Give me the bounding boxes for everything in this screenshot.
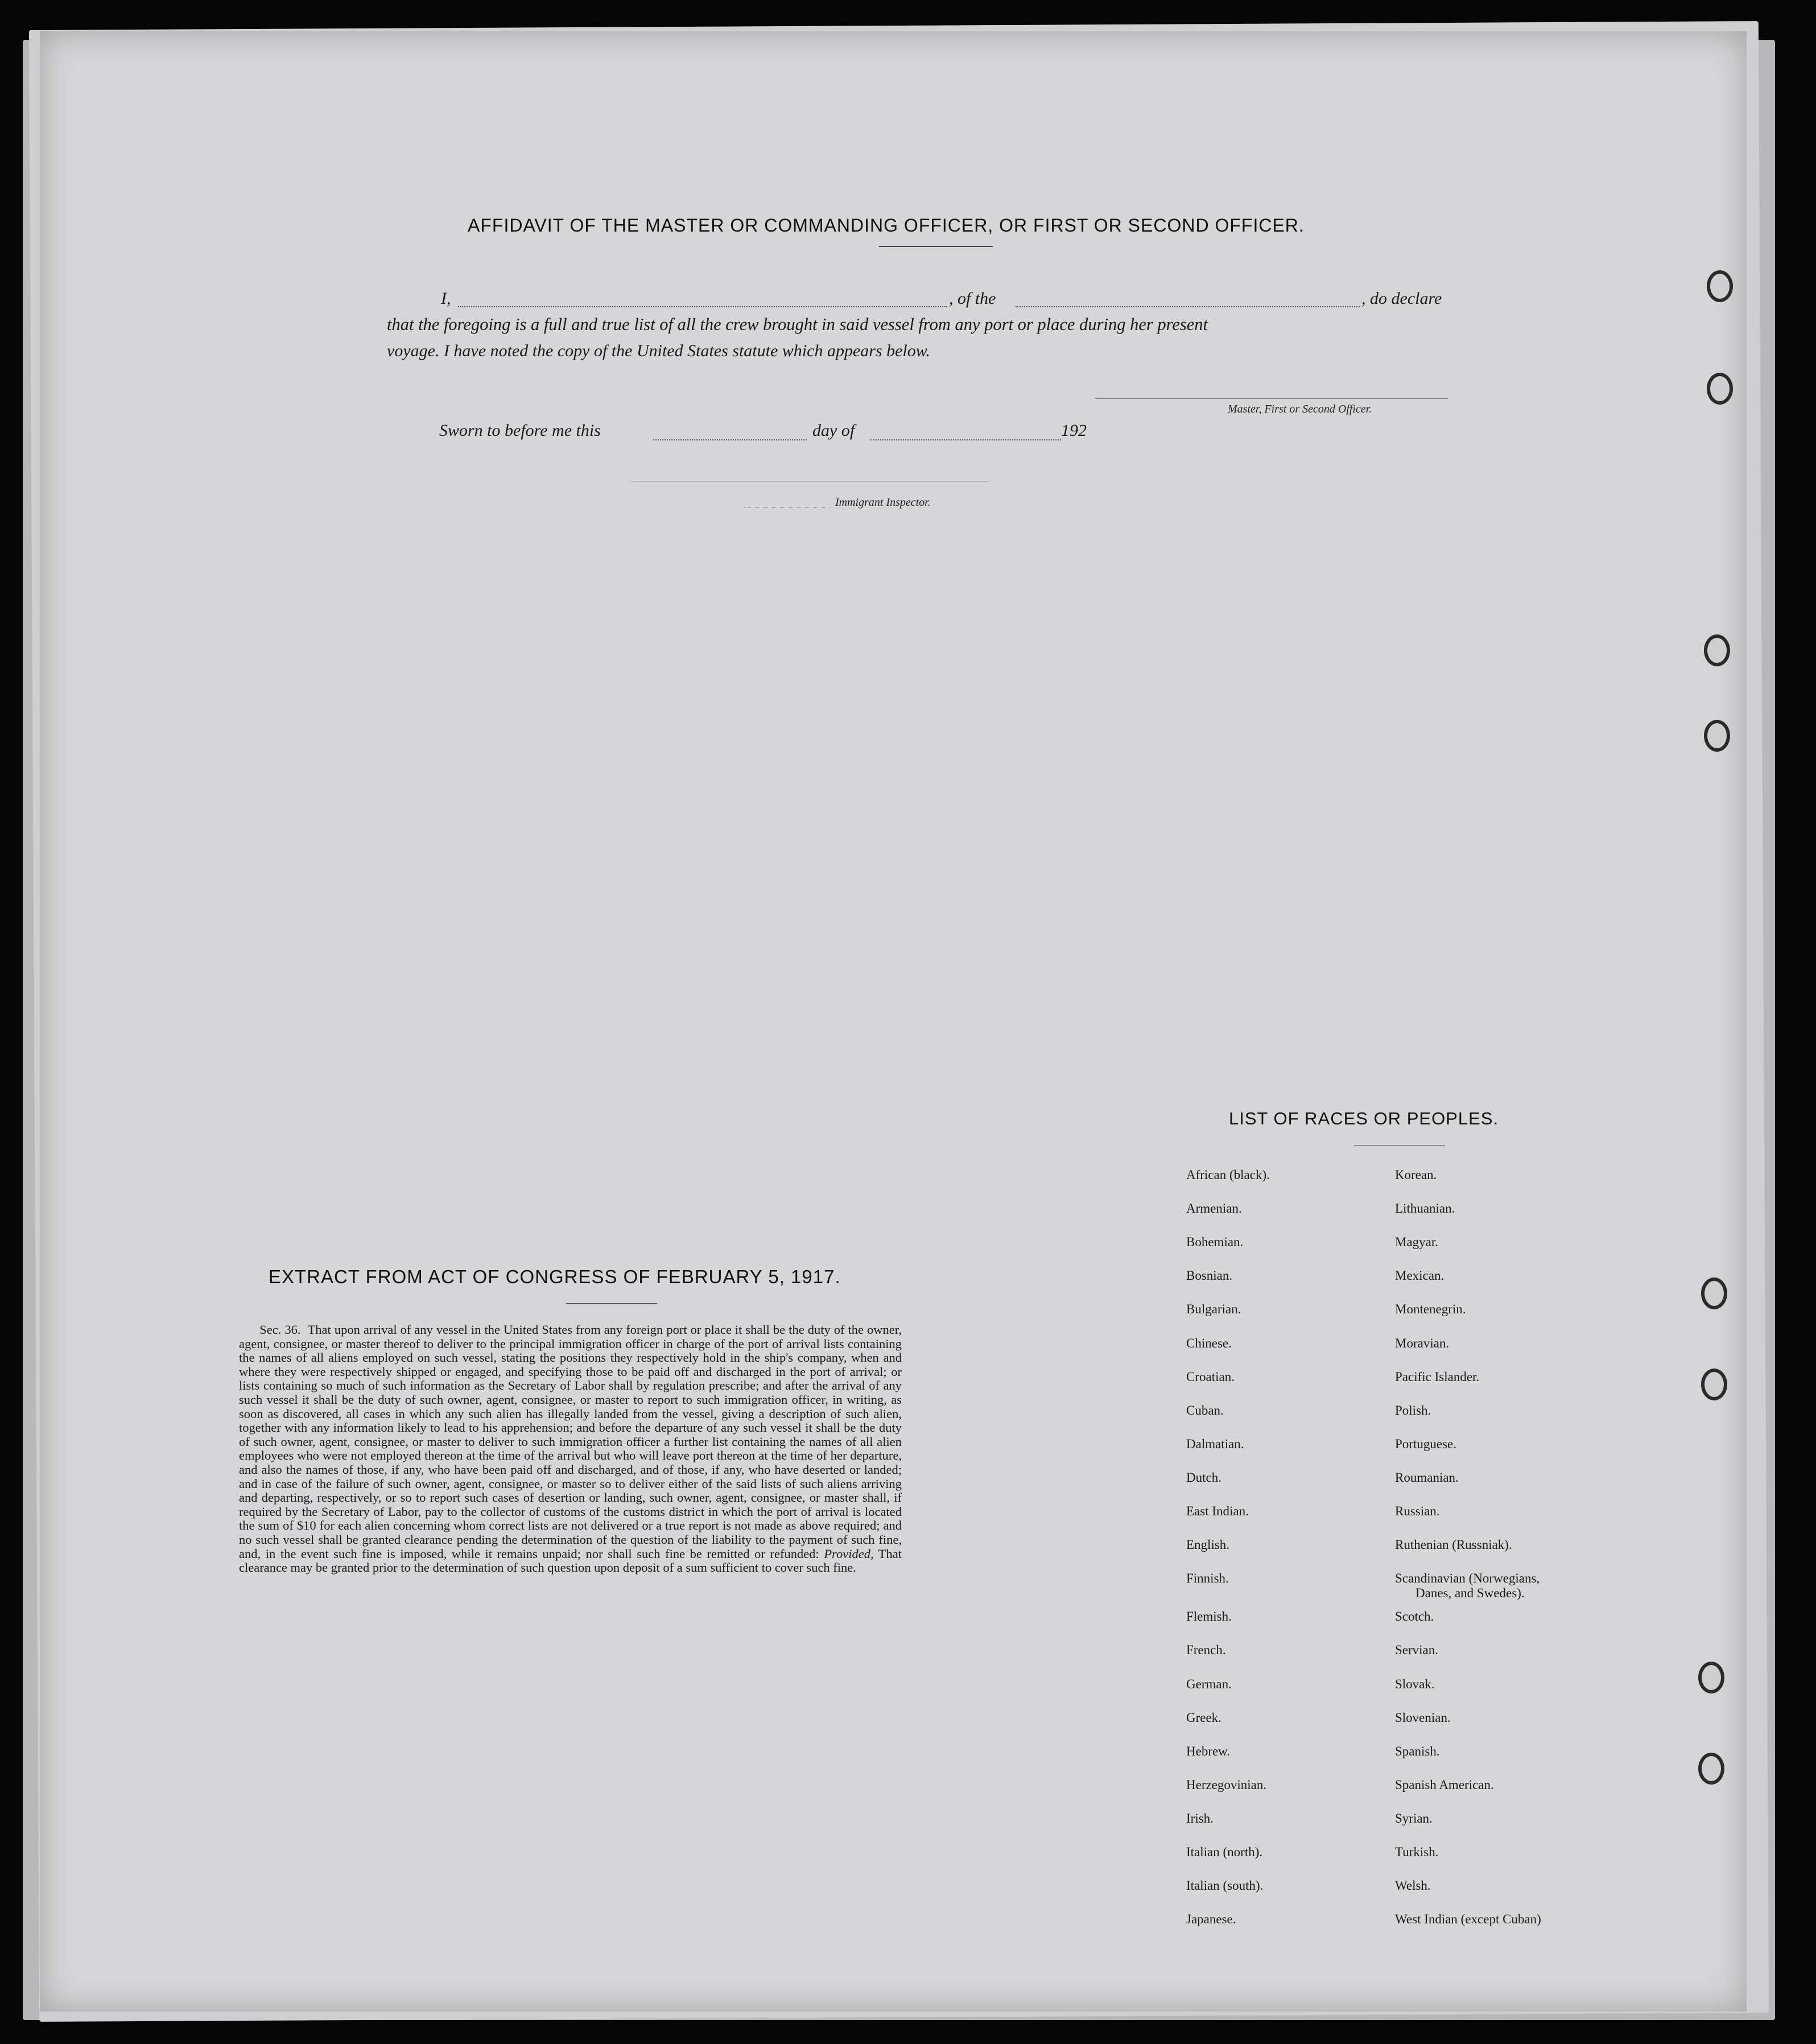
race-item-left: Greek. [1186, 1711, 1221, 1725]
year-label: 192 [1061, 421, 1087, 440]
race-item-left: Japanese. [1186, 1912, 1236, 1926]
race-item-right: Slovak. [1395, 1677, 1435, 1691]
race-item-left: Irish. [1186, 1811, 1214, 1825]
affidavit-line2: that the foregoing is a full and true list of all the crew brought in said vessel from any port or place during her present [387, 315, 1208, 334]
race-item-right: Pacific Islander. [1395, 1370, 1480, 1384]
race-item-right: Mexican. [1395, 1268, 1444, 1283]
race-item-left: French. [1186, 1643, 1226, 1657]
race-item-left: Dutch. [1186, 1470, 1221, 1485]
race-item-left: Cuban. [1186, 1403, 1224, 1417]
race-item-right: Servian. [1395, 1643, 1439, 1657]
race-scandinavian-continued: Danes, and Swedes). [1415, 1586, 1525, 1600]
race-item-right: Spanish American. [1395, 1778, 1494, 1792]
title-underline [879, 246, 993, 247]
race-item-right: Slovenian. [1395, 1711, 1451, 1725]
race-item-left: Bohemian. [1186, 1235, 1244, 1249]
race-item-left: African (black). [1186, 1168, 1270, 1182]
statute-text [239, 1323, 902, 1575]
day-of-label: day of [812, 421, 855, 440]
race-item-right: Montenegrin. [1395, 1302, 1466, 1316]
punch-hole [1698, 1662, 1724, 1693]
statute-body-1: That upon arrival of any vessel in the United States from any foreign port or place it shall be the duty of the owner, agent, consignee, or master thereof to deliver to the principal immigration officer in charge of the port of arrival lists containing the names of all aliens employed on such vessel, stating the positions they respectively hold in the ship's company, when and where they were respectively shipped or engaged, and specifying those to be paid off and discharged in the port of arrival; or lists containing so much of such information as the Secretary of Labor shall by regulation prescribe; and after the arrival of any such vessel it shall be the duty of such owner, agent, consignee, or master to report to such immigration officer, in writing, as soon as discovered, all cases in which any such alien has illegally landed from the vessel, giving a description of such alien, together with any information likely to lead to his apprehension; and before the departure of any such vessel it shall be the duty of such owner, agent, consignee, or master to deliver to such immigration officer a further list containing the names of all alien employees who were not employed thereon at the time of the arrival but who will leave port thereon at the time of her departure, and also the names of those, if any, who have been paid off and discharged, and of those, if any, who have deserted or landed; and in case of the failure of such owner, agent, consignee, or master so to deliver either of the said lists of such aliens arriving and departing, respectively, or so to report such cases of desertion or landing, such owner, agent, consignee, or master shall, if required by the Secretary of Labor, pay to the collector of customs of the customs district in which the port of arrival is located the sum of $10 for each alien concerning whom correct lists are not delivered or a true report is not made as above required; and no such vessel shall be granted clearance pending the determination of the question of the liability to the payment of such fine, and, in the event such fine is imposed, while it remains unpaid; nor shall such fine be remitted or refunded: [239, 1322, 902, 1561]
name-blank [458, 306, 947, 307]
race-item-right: Welsh. [1395, 1878, 1431, 1893]
signature-line [1095, 398, 1448, 399]
race-item-left: English. [1186, 1538, 1230, 1552]
extract-underline [566, 1303, 657, 1304]
affidavit-line1-of-the: , of the [949, 289, 996, 308]
day-blank [653, 439, 807, 440]
race-item-left: Italian (south). [1186, 1878, 1264, 1893]
affidavit-line1-end: , do declare [1361, 289, 1442, 308]
race-item-right: Magyar. [1395, 1235, 1439, 1249]
signature-label: Master, First or Second Officer. [1228, 403, 1372, 415]
race-item-right: Spanish. [1395, 1744, 1440, 1758]
affidavit-line3: voyage. I have noted the copy of the United States statute which appears below. [387, 341, 931, 360]
provided-word: Provided, [824, 1546, 874, 1561]
race-item-right: Russian. [1395, 1504, 1440, 1518]
inspector-label: Immigrant Inspector. [835, 496, 931, 509]
race-item-left: Croatian. [1186, 1370, 1235, 1384]
race-item-left: Dalmatian. [1186, 1437, 1244, 1451]
race-item-right: Portuguese. [1395, 1437, 1456, 1451]
race-item-right: Scotch. [1395, 1609, 1434, 1623]
race-item-right: Roumanian. [1395, 1470, 1459, 1485]
statute-body-2: That clearance may be granted prior to the determination of such question upon deposit of a sum sufficient to cover such fine. [239, 1546, 902, 1575]
race-item-left: German. [1186, 1677, 1232, 1691]
punch-hole [1707, 270, 1733, 302]
race-item-right: Korean. [1395, 1168, 1437, 1182]
vessel-blank [1016, 306, 1360, 307]
race-item-right: Syrian. [1395, 1811, 1433, 1825]
extract-title: EXTRACT FROM ACT OF CONGRESS OF FEBRUARY 5, 1917. [269, 1266, 841, 1287]
race-item-left: Bulgarian. [1186, 1302, 1241, 1316]
punch-hole [1704, 720, 1730, 752]
race-item-left: Hebrew. [1186, 1744, 1231, 1758]
race-item-left: Bosnian. [1186, 1268, 1233, 1283]
race-item-right: Turkish. [1395, 1845, 1439, 1859]
race-item-left: Flemish. [1186, 1609, 1232, 1623]
punch-hole [1698, 1753, 1724, 1785]
race-item-right: West Indian (except Cuban) [1395, 1912, 1541, 1926]
sworn-prefix: Sworn to before me this [439, 421, 601, 440]
race-item-left: Herzegovinian. [1186, 1778, 1267, 1792]
month-blank [870, 439, 1061, 440]
affidavit-title: AFFIDAVIT OF THE MASTER OR COMMANDING OFFICER, OR FIRST OR SECOND OFFICER. [468, 215, 1305, 236]
section-number: Sec. 36. [259, 1322, 301, 1337]
race-item-right: Lithuanian. [1395, 1201, 1455, 1215]
race-item-left: East Indian. [1186, 1504, 1249, 1518]
race-item-left: Italian (north). [1186, 1845, 1263, 1859]
affidavit-line1-start: I, [441, 289, 451, 308]
race-item-right: Ruthenian (Russniak). [1395, 1538, 1512, 1552]
race-item-left: Chinese. [1186, 1336, 1232, 1350]
race-item-left: Finnish. [1186, 1571, 1229, 1585]
race-item-right: Moravian. [1395, 1336, 1450, 1350]
races-title: LIST OF RACES OR PEOPLES. [1229, 1108, 1499, 1128]
punch-hole [1707, 373, 1733, 405]
race-item-right: Scandinavian (Norwegians, [1395, 1571, 1540, 1585]
punch-hole [1701, 1278, 1727, 1309]
race-item-left: Armenian. [1186, 1201, 1242, 1215]
punch-hole [1701, 1369, 1727, 1400]
punch-hole [1704, 634, 1730, 666]
race-item-right: Polish. [1395, 1403, 1431, 1417]
